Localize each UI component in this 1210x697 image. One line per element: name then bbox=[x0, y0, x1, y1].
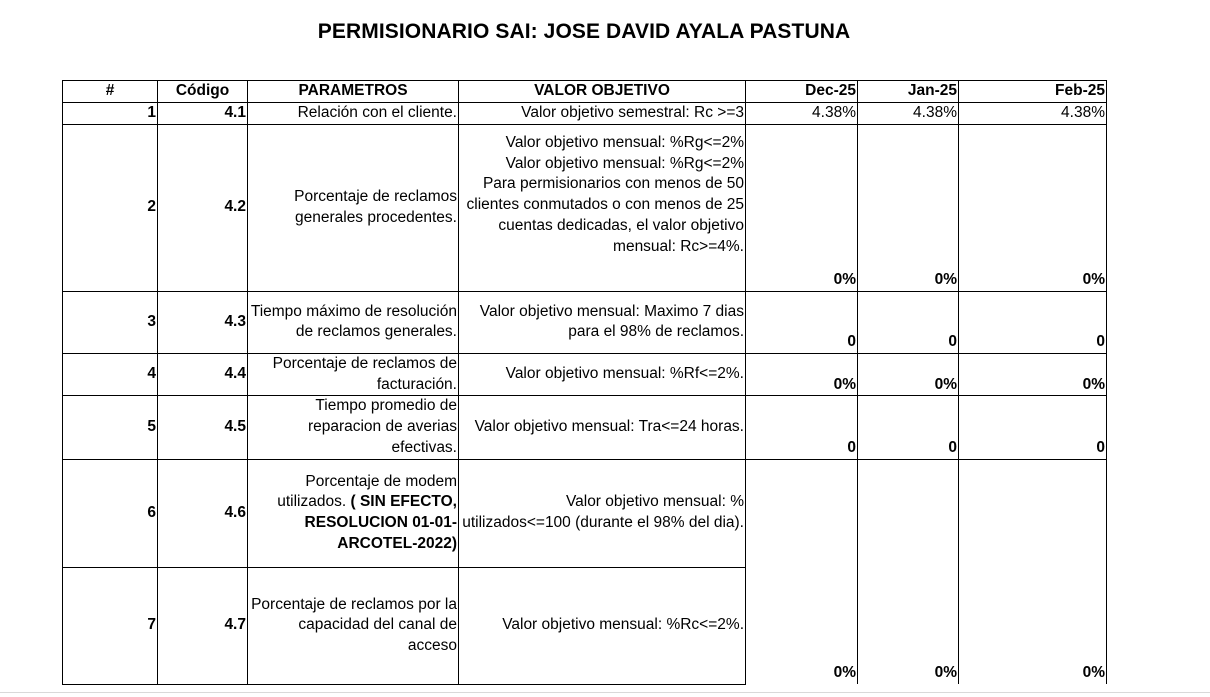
row-parameter: Porcentaje de reclamos de facturación. bbox=[248, 353, 459, 396]
row-code: 4.2 bbox=[158, 124, 248, 291]
row-month-2-value: 0% bbox=[858, 459, 959, 684]
target-line: Valor objetivo mensual: %Rg<=2% bbox=[505, 133, 744, 151]
row-parameter: Tiempo máximo de resolución de reclamos generales. bbox=[248, 291, 459, 353]
header-month-2: Jan-25 bbox=[858, 81, 959, 103]
row-month-1-value: 0% bbox=[746, 124, 858, 291]
table-row bbox=[63, 291, 1107, 353]
row-month-3-value: 0 bbox=[959, 291, 1107, 353]
row-code: 4.7 bbox=[158, 567, 248, 684]
row-target-value: Valor objetivo mensual: Maximo 7 dias para el 98% de reclamos. bbox=[459, 291, 746, 353]
row-month-3-value: 4.38% bbox=[959, 102, 1107, 124]
row-month-1-value: 0% bbox=[746, 459, 858, 684]
row-target-value bbox=[459, 124, 746, 291]
table-row bbox=[63, 459, 1107, 567]
row-month-3-value: 0% bbox=[959, 459, 1107, 684]
row-code: 4.1 bbox=[158, 102, 248, 124]
header-target-value: VALOR OBJETIVO bbox=[459, 81, 746, 103]
row-number: 4 bbox=[63, 353, 158, 396]
row-code: 4.5 bbox=[158, 396, 248, 459]
header-code: Código bbox=[158, 81, 248, 103]
page-bottom-divider bbox=[0, 692, 1210, 693]
target-line: Valor objetivo mensual: %Rg<=2% bbox=[505, 154, 744, 172]
row-month-2-value: 0% bbox=[858, 124, 959, 291]
parameter-note: ( SIN EFECTO, RESOLUCION 01-01-ARCOTEL-2022) bbox=[304, 493, 457, 553]
row-month-2-value: 0 bbox=[858, 291, 959, 353]
row-target-value: Valor objetivo mensual: %Rf<=2%. bbox=[459, 353, 746, 396]
row-parameter bbox=[248, 459, 459, 567]
table-row bbox=[63, 396, 1107, 459]
row-month-2-value: 4.38% bbox=[858, 102, 959, 124]
target-line: Para permisionarios con menos de 50 clientes conmutados o con menos de 25 cuentas dedicadas, el valor objetivo mensual: Rc>=4%. bbox=[466, 175, 744, 255]
parameters-table bbox=[62, 80, 1107, 685]
row-target-value: Valor objetivo semestral: Rc >=3 bbox=[459, 102, 746, 124]
row-code: 4.6 bbox=[158, 459, 248, 567]
header-month-3: Feb-25 bbox=[959, 81, 1107, 103]
row-parameter: Porcentaje de reclamos por la capacidad del canal de acceso bbox=[248, 567, 459, 684]
row-target-value: Valor objetivo mensual: %Rc<=2%. bbox=[459, 567, 746, 684]
row-code: 4.4 bbox=[158, 353, 248, 396]
row-number: 6 bbox=[63, 459, 158, 567]
row-month-2-value: 0% bbox=[858, 353, 959, 396]
header-parameters: PARAMETROS bbox=[248, 81, 459, 103]
document-title: PERMISIONARIO SAI: JOSE DAVID AYALA PASTUNA bbox=[317, 20, 851, 43]
header-month-1: Dec-25 bbox=[746, 81, 858, 103]
row-number: 2 bbox=[63, 124, 158, 291]
row-target-value: Valor objetivo mensual: Tra<=24 horas. bbox=[459, 396, 746, 459]
row-month-1-value: 0 bbox=[746, 291, 858, 353]
table-row bbox=[63, 124, 1107, 291]
row-month-1-value: 0 bbox=[746, 396, 858, 459]
row-month-3-value: 0 bbox=[959, 396, 1107, 459]
row-month-2-value: 0 bbox=[858, 396, 959, 459]
row-number: 7 bbox=[63, 567, 158, 684]
row-number: 5 bbox=[63, 396, 158, 459]
row-month-3-value: 0% bbox=[959, 353, 1107, 396]
table-row bbox=[63, 353, 1107, 396]
row-code: 4.3 bbox=[158, 291, 248, 353]
row-month-3-value: 0% bbox=[959, 124, 1107, 291]
row-month-1-value: 0% bbox=[746, 353, 858, 396]
row-month-1-value: 4.38% bbox=[746, 102, 858, 124]
header-num: # bbox=[63, 81, 158, 103]
row-number: 3 bbox=[63, 291, 158, 353]
header-row bbox=[63, 81, 1107, 103]
table-row bbox=[63, 102, 1107, 124]
row-parameter: Tiempo promedio de reparacion de averias efectivas. bbox=[248, 396, 459, 459]
row-parameter: Porcentaje de reclamos generales procedentes. bbox=[248, 124, 459, 291]
parameter-text: Porcentaje de modem utilizados. bbox=[277, 472, 457, 511]
row-number: 1 bbox=[63, 102, 158, 124]
row-parameter: Relación con el cliente. bbox=[248, 102, 459, 124]
row-target-value: Valor objetivo mensual: % utilizados<=100 (durante el 98% del dia). bbox=[459, 459, 746, 567]
